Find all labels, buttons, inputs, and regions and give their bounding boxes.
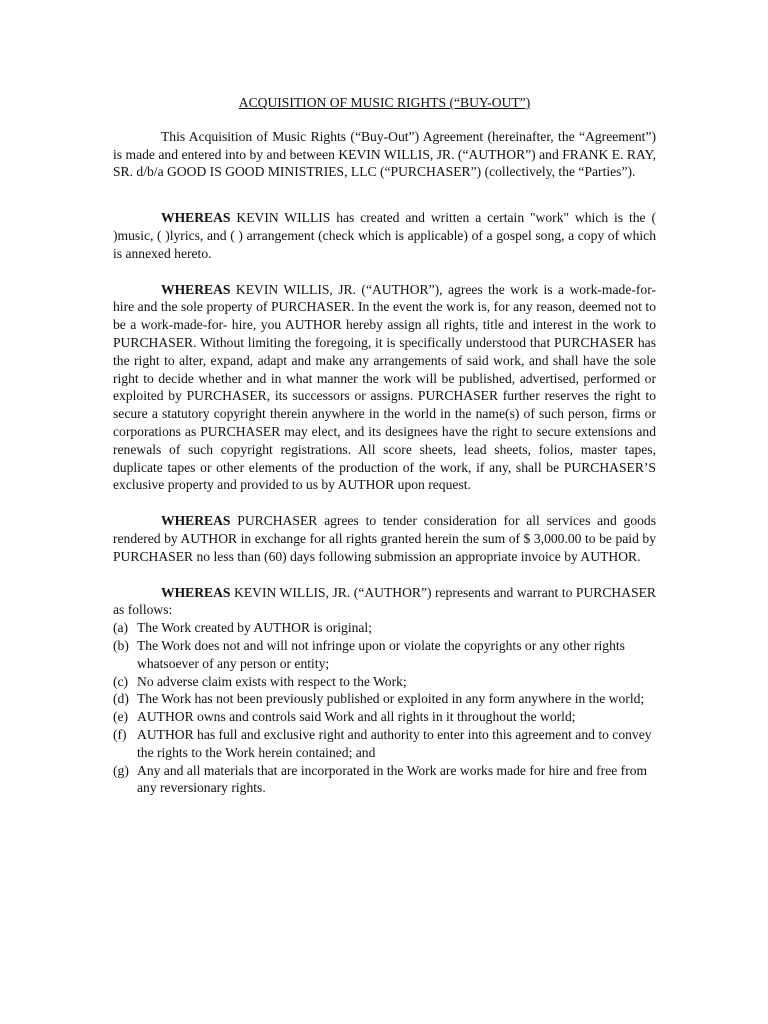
spacer (113, 494, 656, 512)
whereas-text: KEVIN WILLIS, JR. (“AUTHOR”) represents and warrant to PURCHASER as follows: (113, 584, 656, 618)
list-item (113, 690, 656, 708)
whereas-paragraph-2 (113, 281, 656, 495)
document-title: ACQUISITION OF MUSIC RIGHTS (“BUY-OUT”) (238, 95, 531, 110)
whereas-text: KEVIN WILLIS has created and written a certain "work" which is the ( )music, ( )lyrics, and ( ) arrangement (check which is applicable) of a gospel song, a copy of which is annexed hereto. (113, 210, 656, 261)
spacer (113, 181, 656, 209)
list-item (113, 637, 656, 673)
spacer (113, 566, 656, 584)
intro-paragraph: This Acquisition of Music Rights (“Buy-Out”) Agreement (hereinafter, the “Agreement”) is made and entered into by and between KEVIN WILLIS, JR. (“AUTHOR”) and FRANK E. RAY, SR. d/b/a GOOD IS GOOD MINISTRIES, LLC (“PURCHASER”) (collectively, the “Parties”). (113, 128, 656, 180)
spacer (113, 263, 656, 281)
list-item (113, 708, 656, 726)
list-marker: (f) (113, 726, 127, 742)
list-item-text: The Work created by AUTHOR is original; (137, 620, 372, 636)
list-marker: (d) (113, 691, 129, 707)
list-item (113, 726, 656, 762)
whereas-keyword: WHEREAS (161, 210, 231, 226)
list-item-text: AUTHOR owns and controls said Work and all rights in it throughout the world; (137, 709, 576, 725)
list-marker: (a) (113, 620, 129, 636)
whereas-keyword: WHEREAS (161, 513, 231, 529)
list-marker: (b) (113, 637, 129, 653)
list-item-text: Any and all materials that are incorporated in the Work are works made for hire and free from any reversionary rights. (137, 762, 648, 796)
whereas-keyword: WHEREAS (161, 584, 231, 600)
document-body (113, 94, 656, 797)
list-item-text: No adverse claim exists with respect to the Work; (137, 673, 407, 689)
list-item-text: AUTHOR has full and exclusive right and authority to enter into this agreement and to convey the rights to the Work herein contained; and (137, 726, 652, 760)
list-item (113, 619, 656, 637)
list-item (113, 762, 656, 798)
whereas-paragraph-4 (113, 584, 656, 620)
list-marker: (e) (113, 709, 129, 725)
list-item (113, 673, 656, 691)
warranty-list (113, 619, 656, 797)
list-marker: (c) (113, 673, 129, 689)
whereas-keyword: WHEREAS (161, 281, 231, 297)
list-item-text: The Work does not and will not infringe upon or violate the copyrights or any other rights whatsoever of any person or entity; (137, 637, 625, 671)
whereas-paragraph-3 (113, 512, 656, 565)
whereas-text: PURCHASER agrees to tender consideration for all services and goods rendered by AUTHOR in exchange for all rights granted herein the sum of $ 3,000.00 to be paid by PURCHASER no less than (60) days following submission an appropriate invoice by AUTHOR. (113, 513, 656, 564)
list-marker: (g) (113, 762, 129, 778)
whereas-paragraph-1 (113, 209, 656, 262)
list-item-text: The Work has not been previously published or exploited in any form anywhere in the world; (137, 691, 645, 707)
whereas-text: KEVIN WILLIS, JR. (“AUTHOR”), agrees the work is a work-made-for-hire and the sole property of PURCHASER. In the event the work is, for any reason, deemed not to be a work-made-for- hire, you AUTHOR hereby assign all rights, title and interest in the work to PURCHASER. Without limiting the foregoing, it is specifically understood that PURCHASER has the right to alter, expand, adapt and make any arrangements of said work, and shall have the sole right to decide whether and in what manner the work will be published, advertised, performed or exploited by PURCHASER, its successors or assigns. PURCHASER further reserves the right to secure a statutory copyright therein anywhere in the world in the name(s) of such person, firms or corporations as PURCHASER may elect, and its designees have the right to secure extensions and renewals of such copyright registrations. All score sheets, lead sheets, folios, master tapes, duplicate tapes or other elements of the production of the work, if any, shall be PURCHASER’S exclusive property and provided to us by AUTHOR upon request. (113, 281, 656, 493)
